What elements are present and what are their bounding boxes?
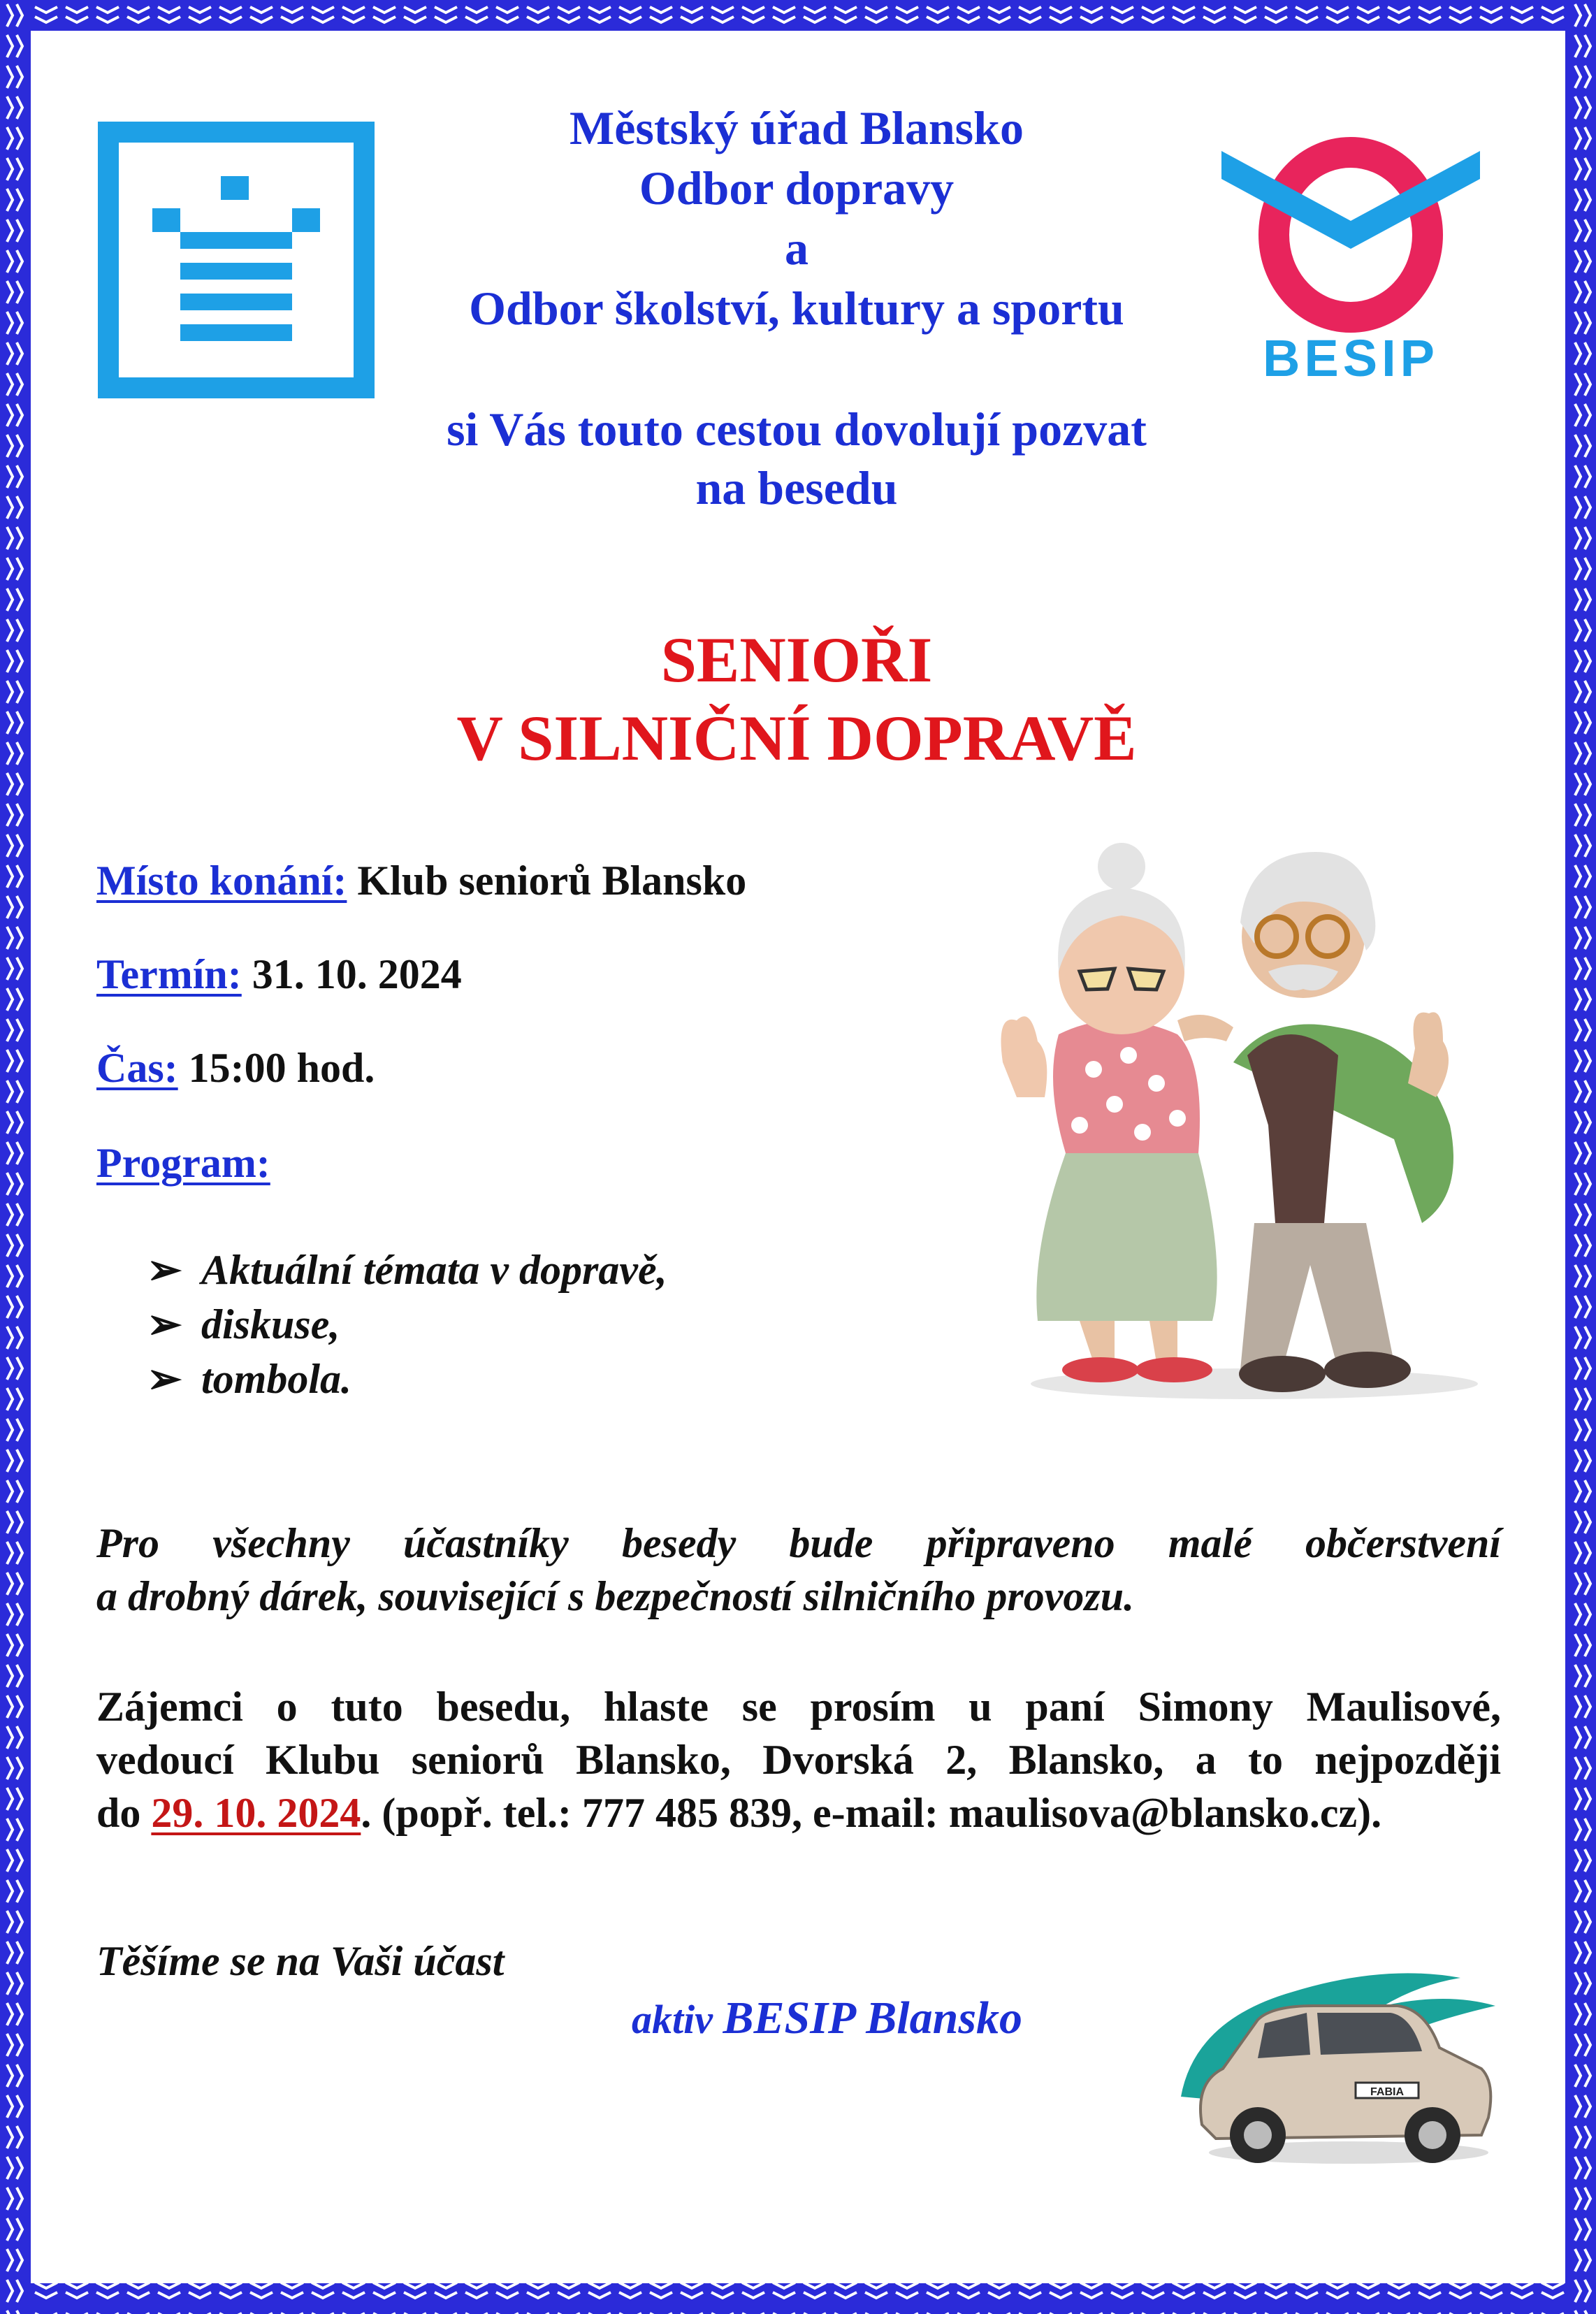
car-illustration: [1153, 1943, 1509, 2174]
date-label: Termín:: [96, 951, 242, 997]
car-badge-text: FABIA: [1370, 2086, 1404, 2098]
program-label: Program:: [96, 1140, 270, 1186]
place-row: [96, 857, 746, 905]
header-line: a: [785, 222, 808, 275]
title-line: V SILNIČNÍ DOPRAVĚ: [456, 702, 1137, 774]
event-title: [307, 621, 1286, 777]
municipal-office-logo: [98, 122, 375, 398]
paragraph-line: vedoucí Klubu seniorů Blansko, Dvorská 2, Blansko, a to nejpozději: [96, 1737, 1501, 1783]
besip-logo: [1221, 123, 1480, 382]
header-line: Odbor školství, kultury a sportu: [469, 282, 1124, 335]
signature: [632, 1992, 1022, 2045]
paragraph-line: a drobný dárek, související s bezpečností silničního provozu.: [96, 1573, 1135, 1619]
registration-paragraph: [96, 1680, 1501, 1839]
place-label: Místo konání:: [96, 858, 347, 904]
time-value: 15:00 hod.: [177, 1045, 375, 1091]
paragraph-line: [96, 1790, 1381, 1836]
time-label: Čas:: [96, 1045, 178, 1091]
deadline-prefix: do: [96, 1790, 152, 1836]
program-item-text: Aktuální témata v dopravě,: [201, 1247, 667, 1293]
place-value: Klub seniorů Blansko: [347, 858, 747, 904]
header-line: Městský úřad Blansko: [570, 101, 1024, 154]
program-item: [147, 1300, 667, 1354]
program-row: [96, 1139, 270, 1187]
signature-prefix: aktiv: [632, 1997, 723, 2042]
program-list: [147, 1245, 667, 1409]
signature-name: BESIP Blansko: [723, 1993, 1023, 2044]
invite-line: na besedu: [695, 461, 898, 514]
seniors-couple-illustration: [975, 832, 1509, 1405]
program-item: [147, 1245, 667, 1300]
date-value: 31. 10. 2024: [241, 951, 462, 997]
time-row: [96, 1044, 375, 1092]
closing-text: Těšíme se na Vaši účast: [96, 1938, 505, 1984]
besip-logo-text: BESIP: [1262, 329, 1439, 382]
title-line: SENIOŘI: [660, 624, 933, 695]
invitation-text: [307, 400, 1286, 517]
refreshment-paragraph: [96, 1517, 1501, 1623]
arrow-bullet-icon: ➢: [147, 1301, 182, 1347]
registration-deadline: 29. 10. 2024: [151, 1790, 361, 1836]
date-row: [96, 950, 462, 999]
program-item-text: tombola.: [201, 1356, 352, 1402]
paragraph-line: Pro všechny účastníky besedy bude připraveno malé občerstvení: [96, 1520, 1501, 1566]
paragraph-line: Zájemci o tuto besedu, hlaste se prosím u paní Simony Maulisové,: [96, 1684, 1501, 1730]
header-line: Odbor dopravy: [639, 161, 955, 215]
invite-line: si Vás touto cestou dovolují pozvat: [447, 403, 1147, 456]
program-item: [147, 1354, 667, 1409]
program-item-text: diskuse,: [201, 1301, 340, 1347]
arrow-bullet-icon: ➢: [147, 1247, 182, 1293]
issuer-header: [377, 98, 1216, 338]
arrow-bullet-icon: ➢: [147, 1356, 182, 1402]
contact-info: . (popř. tel.: 777 485 839, e-mail: maulisova@blansko.cz).: [361, 1790, 1382, 1836]
